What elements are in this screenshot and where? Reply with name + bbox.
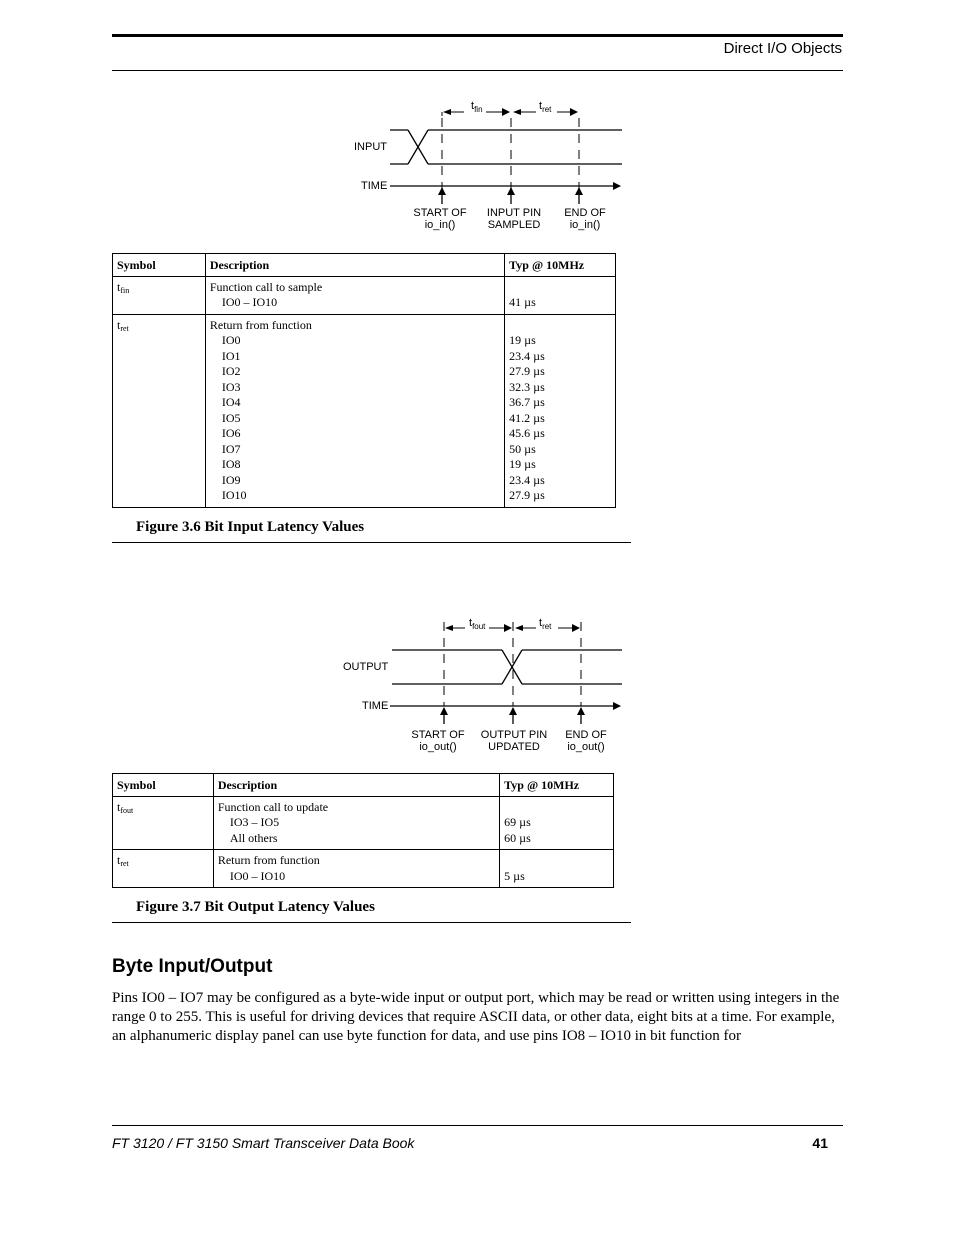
value-cell: 5 µs [500,850,614,888]
marker-end-label-2: io_in() [569,219,601,231]
description-cell: Return from function IO0 – IO10 [213,850,499,888]
marker-sampled-label: INPUT PIN [486,207,542,219]
timing-marker-lines [444,622,581,706]
header-bottom-rule [112,70,843,71]
t-fin-label: $t_{fin}$ [471,100,483,114]
footer-book-title: FT 3120 / FT 3150 Smart Transceiver Data Book [112,1135,415,1151]
t-ret-label: $t_{ret}$ [539,617,552,631]
description-cell: Function call to update IO3 – IO5 All others [213,796,499,850]
col-header-typ: Typ @ 10MHz [500,774,614,797]
marker-updated-label: OUTPUT PIN [480,729,548,741]
section-heading: Byte Input/Output [112,956,273,977]
marker-sampled-label-2: SAMPLED [487,219,541,231]
header-title: Direct I/O Objects [723,40,842,57]
header-top-rule [112,34,843,37]
symbol-cell: $t_{fout}$ [113,796,214,850]
marker-end-label: END OF [564,207,606,219]
input-signal-waveform [390,130,622,164]
marker-start-label: START OF [411,729,465,741]
symbol-cell: $t_{fin}$ [113,276,206,314]
event-arrows [444,708,581,724]
table-row [113,276,616,314]
col-header-description: Description [213,774,499,797]
output-timing-diagram [330,614,640,760]
value-cell: 69 µs 60 µs [500,796,614,850]
output-signal-label: OUTPUT [343,661,389,673]
description-cell: Function call to sample IO0 – IO10 [205,276,504,314]
marker-start-label: START OF [413,207,467,219]
value-cell: 19 µs 23.4 µs 27.9 µs 32.3 µs 36.7 µs 41.2 µs 45.6 µs 50 µs 19 µs 23.4 µs 27.9 µs [505,314,616,507]
page-number: 41 [812,1135,828,1151]
time-axis-label: TIME [361,180,388,192]
input-timing-diagram [340,96,640,238]
timing-marker-lines [442,118,579,188]
marker-start-label-2: io_out() [419,741,457,753]
interval-arrows [445,625,579,631]
symbol-cell: $t_{ret}$ [113,850,214,888]
value-cell: 41 µs [505,276,616,314]
input-signal-label: INPUT [354,141,387,153]
figure-3-7-rule [112,922,631,923]
description-cell: Return from function IO0 IO1 IO2 IO3 IO4 IO5 IO6 IO7 IO8 IO9 IO10 [205,314,504,507]
time-axis-label: TIME [362,700,389,712]
symbol-cell: $t_{ret}$ [113,314,206,507]
figure-3-6-rule [112,542,631,543]
event-arrows [442,188,579,204]
interval-arrows [442,109,577,116]
marker-start-label-2: io_in() [424,219,456,231]
t-ret-label: $t_{ret}$ [539,100,552,114]
col-header-typ: Typ @ 10MHz [505,254,616,277]
t-fout-label: $t_{fout}$ [469,617,486,631]
output-signal-waveform [392,650,622,684]
table-row [113,796,614,850]
figure-3-6-caption: Figure 3.6 Bit Input Latency Values [136,519,365,535]
figure-3-7-caption: Figure 3.7 Bit Output Latency Values [136,899,375,915]
table-header-row [113,774,614,797]
footer-rule [112,1125,843,1126]
marker-end-label-2: io_out() [567,741,605,753]
col-header-symbol: Symbol [113,774,214,797]
section-paragraph: Pins IO0 – IO7 may be configured as a byte-wide input or output port, which may be read or written using integers in the range 0 to 255. This is useful for driving devices that require ASCII data, or other data, eight bits at a time. For example, an alphanumeric display panel can use byte function for data, and use pins IO8 – IO10 in bit function for [112,990,840,1044]
marker-updated-label-2: UPDATED [488,741,540,753]
marker-end-label: END OF [565,729,607,741]
col-header-symbol: Symbol [113,254,206,277]
col-header-description: Description [205,254,504,277]
input-latency-table [112,253,616,508]
table-header-row [113,254,616,277]
table-row [113,314,616,507]
table-row [113,850,614,888]
output-latency-table [112,773,614,888]
